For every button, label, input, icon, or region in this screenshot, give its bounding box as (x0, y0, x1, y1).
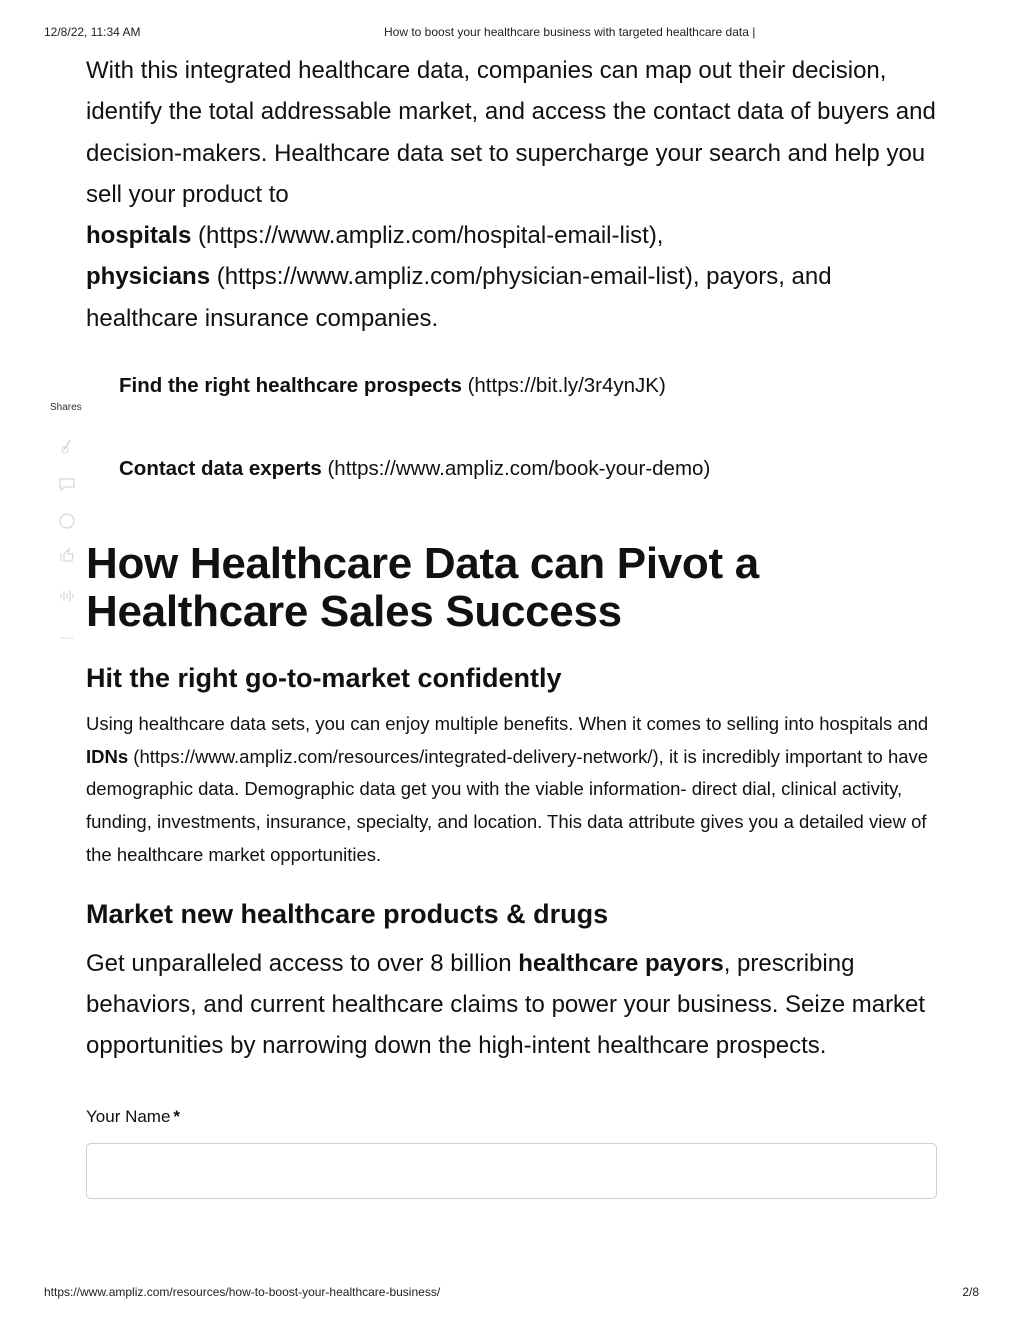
print-page-title: How to boost your healthcare business with targeted healthcare data | (384, 25, 756, 39)
print-datetime: 12/8/22, 11:34 AM (44, 25, 141, 39)
print-page-number: 2/8 (962, 1285, 979, 1299)
section2-paragraph: Get unparalleled access to over 8 billion healthcare payors, prescribing behaviors, and current healthcare claims to power your business. Seize market opportunities by narrowing down the high-intent healthcare prospects. (86, 950, 926, 1060)
physicians-link[interactable]: physicians (https://www.ampliz.com/physician-email-list), payors, and (86, 263, 832, 291)
like-icon[interactable] (58, 546, 74, 562)
more-icon[interactable] (58, 624, 74, 640)
soundwave-icon[interactable] (58, 588, 74, 604)
contact-experts-link[interactable]: Contact data experts (https://www.ampliz.com/book-your-demo) (119, 457, 711, 480)
your-name-label: Your Name * (86, 1107, 181, 1126)
print-header (0, 25, 1024, 41)
section1-paragraph: Using healthcare data sets, you can enjoy multiple benefits. When it comes to selling into hospitals and IDNs (https://www.ampliz.com/resources/integrated-delivery-network/), it is incredibly important to have demographic data. Demographic data get you with the viable information- direct dial, clinical activity, funding, investments, insurance, specialty, and location. This data attribute gives you a detailed view of the healthcare market opportunities. (86, 713, 929, 865)
your-name-input[interactable] (86, 1143, 937, 1199)
required-mark: * (173, 1107, 181, 1126)
shares-label: Shares (50, 402, 82, 413)
intro-paragraph (86, 50, 946, 339)
hospitals-link[interactable]: hospitals (https://www.ampliz.com/hospital-email-list), (86, 222, 664, 250)
link-icon[interactable] (59, 436, 75, 452)
section1-heading: Hit the right go-to-market confidently (86, 663, 562, 693)
share-rail (50, 402, 86, 413)
idns-link[interactable]: IDNs (https://www.ampliz.com/resources/integrated-delivery-network/), it is incredibly important to have demographic data. Demographic data get you with the viable information- direct dial, clinical activity, funding, investments, insurance, specialty, and location. This data attribute gives you a detailed view of the healthcare market opportunities. (86, 745, 929, 865)
find-prospects-link[interactable]: Find the right healthcare prospects (https://bit.ly/3r4ynJK) (119, 374, 666, 397)
intro-text: With this integrated healthcare data, companies can map out their decision, identify the total addressable market, and access the contact data of buyers and decision-makers. Healthcare data set to supercharge your search and help you sell your product to (86, 57, 936, 208)
chat-icon[interactable] (58, 476, 74, 492)
healthcare-payors-strong: healthcare payors (518, 950, 724, 977)
print-footer (0, 1285, 1024, 1301)
print-url: https://www.ampliz.com/resources/how-to-boost-your-healthcare-business/ (44, 1285, 441, 1299)
intro-tail: healthcare insurance companies. (86, 304, 439, 332)
mail-icon[interactable] (58, 512, 74, 528)
section2-heading: Market new healthcare products & drugs (86, 899, 609, 929)
article-title: How Healthcare Data can Pivot a Healthcare Sales Success (86, 539, 759, 636)
